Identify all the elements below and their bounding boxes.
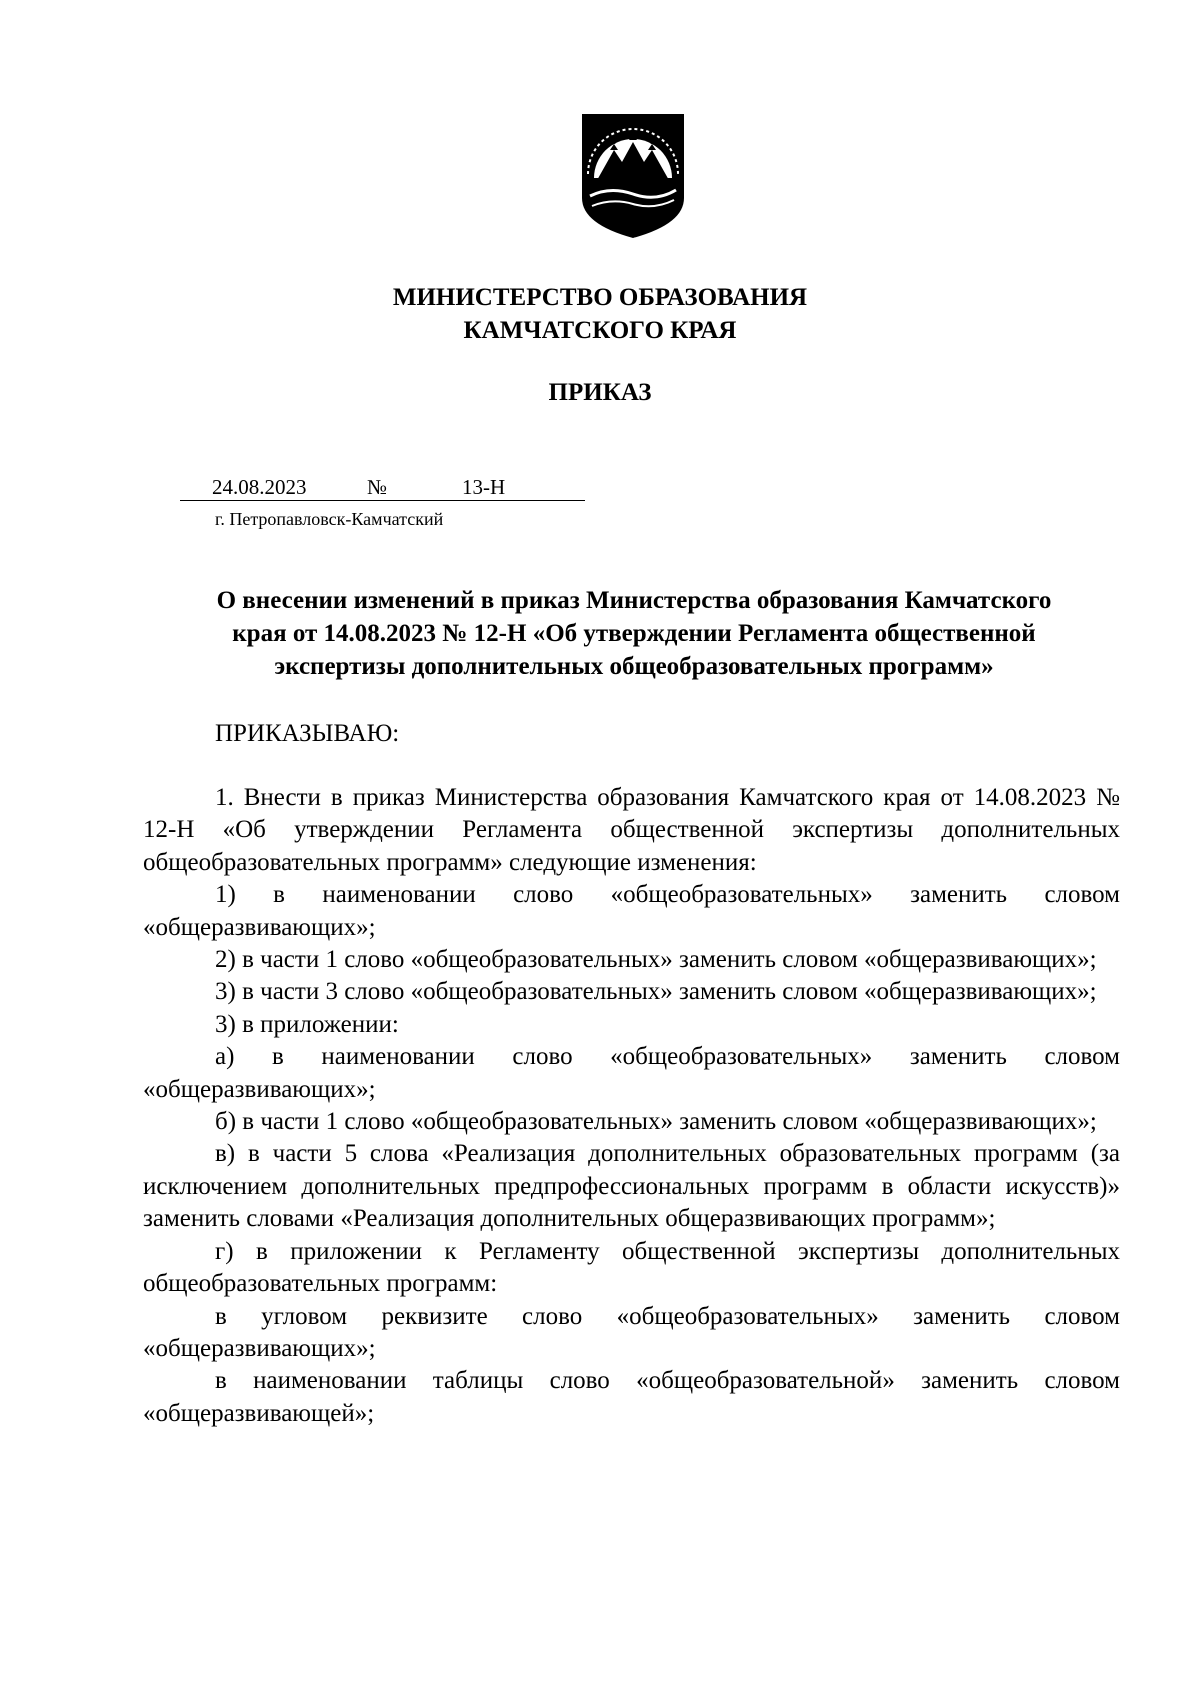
body-paragraph: а) в наименовании слово «общеобразовательных» заменить словом «общеразвивающих»;: [143, 1043, 1120, 1103]
body-paragraph: г) в приложении к Регламенту общественной экспертизы дополнительных общеобразовательных программ:: [143, 1237, 1120, 1298]
body-paragraph: 2) в части 1 слово «общеобразовательных» заменить словом «общеразвивающих»;: [215, 946, 1097, 974]
document-body: [143, 782, 1120, 1430]
body-paragraph: 1) в наименовании слово «общеобразовательных» заменить словом «общеразвивающих»;: [143, 881, 1120, 941]
document-date: 24.08.2023: [212, 475, 307, 499]
body-paragraph: 1. Внести в приказ Министерства образования Камчатского края от 14.08.2023 № 12-Н «Об утверждении Регламента общественной экспертизы дополнительных общеобразовательных программ» следующие изменения:: [143, 784, 1120, 876]
number-sign: №: [367, 475, 388, 499]
body-paragraph: в угловом реквизите слово «общеобразовательных» заменить словом «общеразвивающих»;: [143, 1302, 1120, 1362]
body-paragraph: б) в части 1 слово «общеобразовательных» заменить словом «общеразвивающих»;: [215, 1108, 1097, 1136]
body-paragraph: в) в части 5 слова «Реализация дополнительных образовательных программ (за исключением дополнительных предпрофессиональных программ в области искусств)» заменить словами «Реализация дополнительных общеразвивающих программ»;: [143, 1140, 1120, 1233]
document-type: ПРИКАЗ: [548, 379, 652, 406]
title-line-3: экспертизы дополнительных общеобразовательных программ»: [274, 653, 994, 680]
document-city: г. Петропавловск-Камчатский: [215, 509, 444, 529]
document-number: 13-Н: [462, 475, 506, 499]
meta-underline: [180, 500, 585, 501]
body-paragraph: в наименовании таблицы слово «общеобразовательной» заменить словом «общеразвивающей»;: [143, 1367, 1120, 1427]
body-paragraph: 3) в приложении:: [215, 1010, 399, 1038]
kamchatka-coat-of-arms-icon: [580, 112, 686, 240]
title-line-1: О внесении изменений в приказ Министерства образования Камчатского: [216, 587, 1052, 614]
orders-word: ПРИКАЗЫВАЮ:: [215, 720, 400, 747]
ministry-name-line-2: КАМЧАТСКОГО КРАЯ: [463, 317, 737, 344]
document-title: [146, 584, 1122, 683]
body-paragraph: 3) в части 3 слово «общеобразовательных» заменить словом «общеразвивающих»;: [215, 978, 1097, 1006]
title-line-2: края от 14.08.2023 № 12-Н «Об утверждении Регламента общественной: [232, 620, 1036, 647]
ministry-name-line-1: МИНИСТЕРСТВО ОБРАЗОВАНИЯ: [392, 284, 808, 311]
